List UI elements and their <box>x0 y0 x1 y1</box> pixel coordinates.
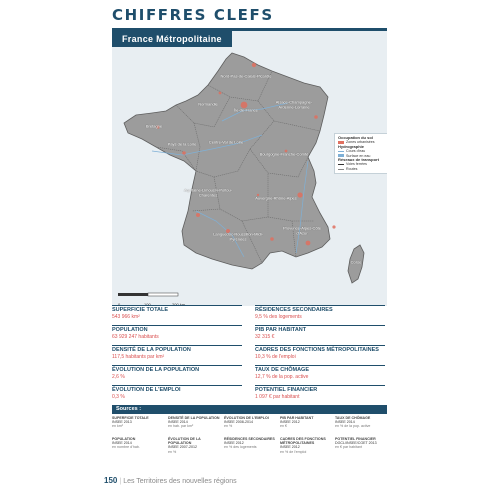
source-origin: INSEE 2014 <box>335 420 355 425</box>
source-note: en € par habitant <box>335 445 362 450</box>
stat-value: 2,6 % <box>112 374 125 380</box>
stat-label: CADRES DES FONCTIONS MÉTROPOLITAINES <box>255 347 379 353</box>
scale-label: 100 <box>144 302 151 306</box>
footer-text: Les Territoires des nouvelles régions <box>123 478 237 485</box>
stat-superficie <box>112 305 242 320</box>
source-note: en km² <box>112 424 123 429</box>
source-note: en % des logements <box>224 445 257 450</box>
legend-item: Cours d'eau <box>346 149 366 154</box>
stat-value: 63 929 247 habitants <box>112 334 159 340</box>
page-number: 150 <box>104 476 118 485</box>
source-note: en nombre d'hab. <box>112 445 140 450</box>
footer-separator: | <box>119 478 122 485</box>
region-label-bourgogne-franche-comte: Bourgogne-Franche-Comté <box>259 151 309 157</box>
region-label-nouvelle-aquitaine: Aquitaine-Limousin-Poitou-Charentes <box>183 187 233 197</box>
scale-label: 200 km <box>172 302 186 306</box>
stat-value: 12,7 % de la pop. active <box>255 374 309 380</box>
source-head: POPULATION <box>112 437 136 441</box>
stat-value: 543 966 km² <box>112 314 140 320</box>
stat-label: PIB PAR HABITANT <box>255 327 307 333</box>
map-title: France Métropolitaine <box>112 31 232 47</box>
region-label-auvergne-rhone-alpes: Auvergne-Rhône-Alpes <box>255 195 297 201</box>
stat-label: RÉSIDENCES SECONDAIRES <box>255 307 333 313</box>
legend-hydro-title: Hydrographie <box>338 143 365 149</box>
page-footer <box>104 476 394 486</box>
region-label-ile-de-france: Île-de-France <box>234 107 258 113</box>
source-head: TAUX DE CHÔMAGE <box>335 416 371 420</box>
map-panel[interactable] <box>112 28 387 306</box>
stat-evolution-population <box>112 365 242 380</box>
stat-cadres <box>255 345 385 360</box>
stat-value: 0,3 % <box>112 394 125 400</box>
source-item <box>280 416 332 429</box>
sources-header: Sources : <box>112 405 387 414</box>
source-note: en % <box>168 449 177 454</box>
stat-residences-secondaires <box>255 305 385 320</box>
key-figures <box>112 305 387 403</box>
region-label-corse: Corse <box>350 259 362 265</box>
source-head: CADRES DES FONCTIONS MÉTROPOLITAINES <box>280 437 326 446</box>
source-origin: INSEE 2012 <box>280 420 300 425</box>
region-label-normandie: Normandie <box>198 101 218 107</box>
stat-value: 10,3 % de l'emploi <box>255 354 296 360</box>
source-head: ÉVOLUTION DE LA POPULATION <box>168 437 201 446</box>
stat-label: DENSITÉ DE LA POPULATION <box>112 347 191 353</box>
railway-line-icon <box>338 164 344 165</box>
stat-label: ÉVOLUTION DE LA POPULATION <box>112 367 200 373</box>
stat-label: SUPERFICIE TOTALE <box>112 307 169 313</box>
source-origin: DGCL/INSEE/CGET 2013 <box>335 441 377 446</box>
scale-bar-graphic <box>118 291 188 297</box>
source-note: en % de l'emploi <box>280 449 307 454</box>
source-origin: INSEE 2014 <box>168 420 188 425</box>
map-legend <box>334 133 387 174</box>
stat-value: 32 315 € <box>255 334 275 340</box>
source-origin: INSEE 2013 <box>112 420 132 425</box>
road-line-icon <box>338 169 344 170</box>
source-item <box>224 416 276 429</box>
legend-item: Voies ferrées <box>346 162 367 167</box>
stat-potentiel-financier <box>255 385 385 400</box>
source-item <box>112 416 164 429</box>
stat-value: 9,5 % des logements <box>255 314 302 320</box>
source-origin: INSEE 2014 <box>112 441 132 446</box>
source-origin: INSEE 2007-2012 <box>168 445 197 450</box>
legend-occupation-title: Occupation du sol <box>338 135 373 140</box>
stat-densite <box>112 345 242 360</box>
legend-item: Routes <box>346 166 358 171</box>
source-origin: INSEE 2012 <box>280 445 300 450</box>
source-note: en hab. par km² <box>168 424 194 429</box>
source-note: en % <box>224 424 233 429</box>
source-item <box>168 416 220 429</box>
stat-value: 117,5 habitants par km² <box>112 354 165 360</box>
source-head: POTENTIEL FINANCIER <box>335 437 376 441</box>
source-item <box>112 437 164 450</box>
region-label-occitanie: Languedoc-Roussillon-Midi-Pyrénées <box>213 231 263 241</box>
source-head: ÉVOLUTION DE L'EMPLOI <box>224 416 269 420</box>
region-label-centre-val-de-loire: Centre-Val de Loire <box>208 139 244 145</box>
stat-label: TAUX DE CHÔMAGE <box>255 367 309 373</box>
sources-list <box>112 416 387 458</box>
river-line-icon <box>338 151 344 152</box>
scale-bar <box>118 284 188 306</box>
source-origin: INSEE 2012 <box>224 441 244 446</box>
source-item <box>168 437 220 454</box>
source-head: SUPERFICIE TOTALE <box>112 416 149 420</box>
stat-label: ÉVOLUTION DE L'EMPLOI <box>112 387 181 393</box>
source-note: en % de la pop. active <box>335 424 371 429</box>
source-head: PIB PAR HABITANT <box>280 416 314 420</box>
source-origin: INSEE 2008-2014 <box>224 420 253 425</box>
region-label-hauts-de-france: Nord-Pas-de-Calais-Picardie <box>220 73 272 79</box>
legend-item: Zones urbanisées <box>346 140 375 145</box>
legend-item: Surface en eau <box>346 153 371 158</box>
stat-label: POTENTIEL FINANCIER <box>255 387 318 393</box>
legend-transport-title: Réseaux de transport <box>338 157 379 163</box>
source-note: en € <box>280 424 287 429</box>
source-head: RÉSIDENCES SECONDAIRES <box>224 437 275 441</box>
scale-label: 0 <box>118 302 121 306</box>
stat-pib <box>255 325 385 340</box>
stat-value: 1 097 € par habitant <box>255 394 300 400</box>
stat-chomage <box>255 365 385 380</box>
stat-evolution-emploi <box>112 385 242 400</box>
region-label-paca: Provence-Alpes-Côte d'Azur <box>282 225 322 235</box>
source-item <box>280 437 332 454</box>
stat-population <box>112 325 242 340</box>
region-label-grand-est: Alsace-Champagne-Ardenne-Lorraine <box>275 99 313 109</box>
page-title: CHIFFRES CLEFS <box>112 6 274 24</box>
source-item <box>335 416 387 429</box>
region-label-bretagne: Bretagne <box>145 123 163 129</box>
source-head: DENSITÉ DE LA POPULATION <box>168 416 220 420</box>
source-item <box>224 437 276 450</box>
region-label-pays-de-la-loire: Pays de la Loire <box>167 141 197 147</box>
source-item <box>335 437 387 450</box>
stat-label: POPULATION <box>112 327 148 333</box>
